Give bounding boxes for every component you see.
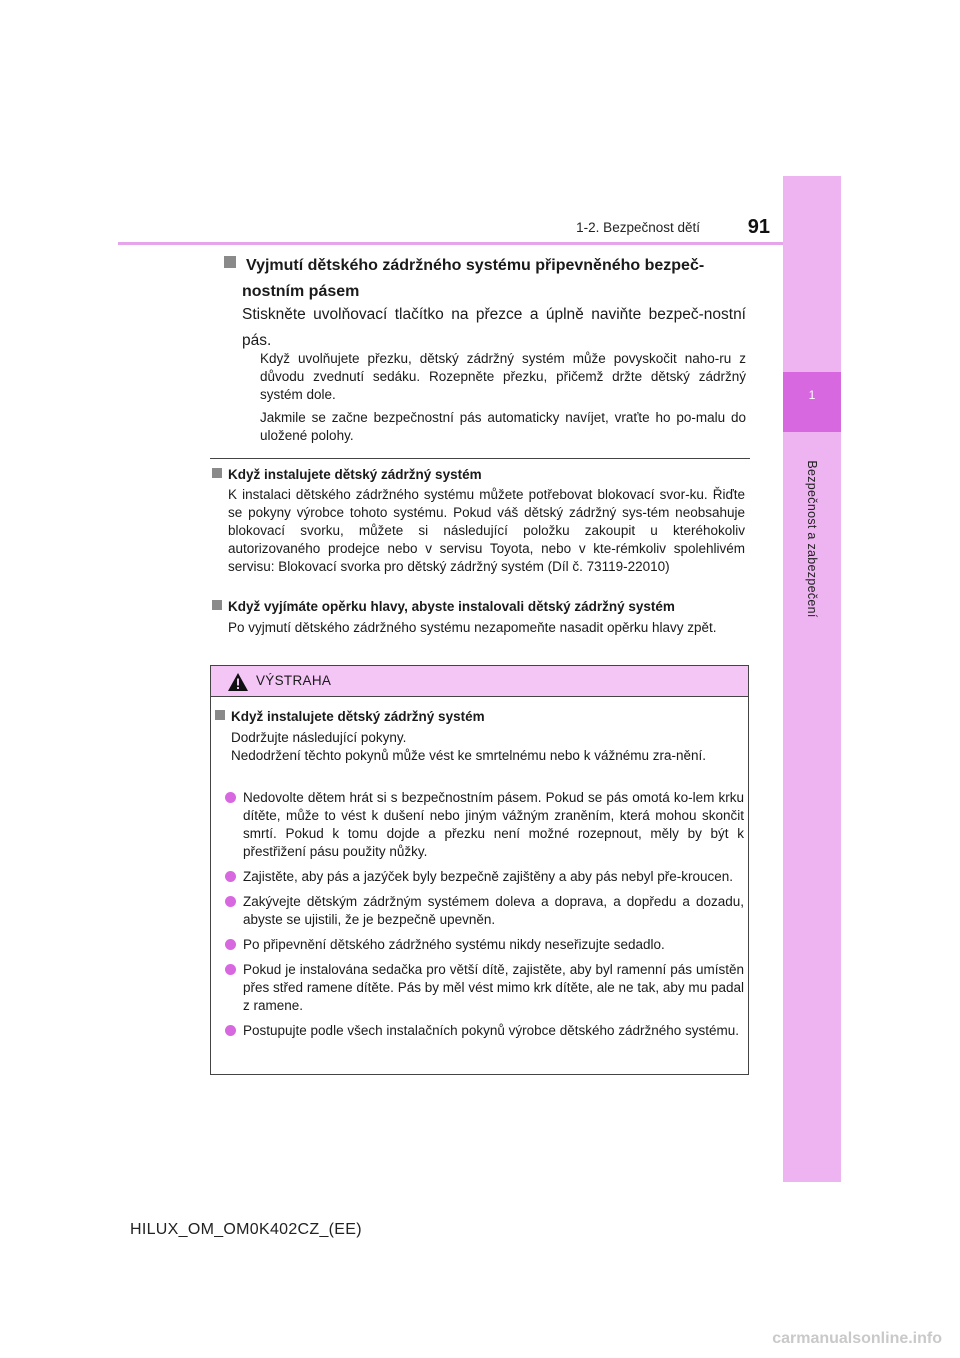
subsection-title: Když instalujete dětský zádržný systém [212,466,482,484]
subsection-body: K instalaci dětského zádržného systému můžete potřebovat blokovací svor-ku. Řiďte se pokyny výrobce tohoto systému. Pokud váš dětský zádržný sys-tém neobsahuje blokovací svorku, můžete si následující položku zakoupit u kteréhokoliv autorizovaného prodejce nebo v servisu Toyota, nebo v kte-rémkoliv spolehlivém servisu: Blokovací svorka pro dětský zádržný systém (Díl č. 73119-22010) [228,487,745,574]
section-divider [210,458,750,459]
document-code: HILUX_OM_OM0K402CZ_(EE) [130,1221,362,1238]
section-title: 1-2. Bezpečnost dětí [576,220,700,235]
subsection-title: Když vyjímáte opěrku hlavy, abyste instalovali dětský zádržný systém [212,598,675,616]
warning-box [210,665,749,1075]
bullet-dot-icon [225,896,236,907]
main-heading: Vyjmutí dětského zádržného systému připevněného bezpeč- nostním pásem [224,253,746,305]
square-bullet-icon [212,468,222,478]
list-item: Nedovolte dětem hrát si s bezpečnostním pásem. Pokud se pás omotá ko-lem krku dítěte, může to vést k dušení nebo jiným vážným zraněním, která mohou skončit smrtí. Pokud k tomu dojde a přezku není možné rozepnout, měly by být k přestřižení pásu použity nůžky. [225,789,744,861]
bullet-dot-icon [225,1025,236,1036]
chapter-number: 1 [808,388,816,402]
page-number: 91 [747,216,770,238]
list-item: Postupujte podle všech instalačních pokynů výrobce dětského zádržného systému. [225,1022,744,1040]
warning-list [225,789,744,1047]
list-item: Pokud je instalována sedačka pro větší dítě, zajistěte, aby byl ramenní pás umístěn přes střed ramene dítěte. Pás by měl vést mimo krk dítěte, ale ne tak, aby mu padal z ramene. [225,961,744,1015]
square-bullet-icon [224,256,236,268]
warning-header [211,666,748,697]
watermark: carmanualsonline.info [772,1330,942,1347]
square-bullet-icon [215,710,225,720]
main-instruction: Stiskněte uvolňovací tlačítko na přezce a úplně naviňte bezpeč-nostní pás. [242,306,746,349]
bullet-dot-icon [225,792,236,803]
bullet-dot-icon [225,964,236,975]
list-item: Zajistěte, aby pás a jazýček byly bezpečně zajištěny a aby pás nebyl pře-kroucen. [225,868,744,886]
list-item: Po připevnění dětského zádržného systému nikdy neseřizujte sedadlo. [225,936,744,954]
header-divider [118,242,783,245]
chapter-tab-strip [783,176,841,1182]
note-paragraph: Jakmile se začne bezpečnostní pás automaticky navíjet, vraťte ho po-malu do uložené polohy. [260,410,746,443]
list-item: Zakývejte dětským zádržným systémem doleva a doprava, a dopředu a dozadu, abyste se ujistili, že je bezpečně upevněn. [225,893,744,929]
note-paragraph: Když uvolňujete přezku, dětský zádržný systém může povyskočit naho-ru z důvodu zvednutí sedáku. Rozepněte přezku, přičemž držte dětský zádržný systém dole. [260,351,746,402]
chapter-tab-active[interactable] [783,372,841,432]
warning-title: Když instalujete dětský zádržný systém [215,709,485,724]
bullet-dot-icon [225,939,236,950]
warning-label: VÝSTRAHA [256,673,332,688]
square-bullet-icon [212,600,222,610]
warning-intro: Dodržujte následující pokyny. Nedodržení těchto pokynů může vést ke smrtelnému nebo k vážnému zra-nění. [231,730,706,763]
warning-triangle-icon [227,672,249,692]
bullet-dot-icon [225,871,236,882]
subsection-body: Po vyjmutí dětského zádržného systému nezapomeňte nasadit opěrku hlavy zpět. [228,620,717,635]
